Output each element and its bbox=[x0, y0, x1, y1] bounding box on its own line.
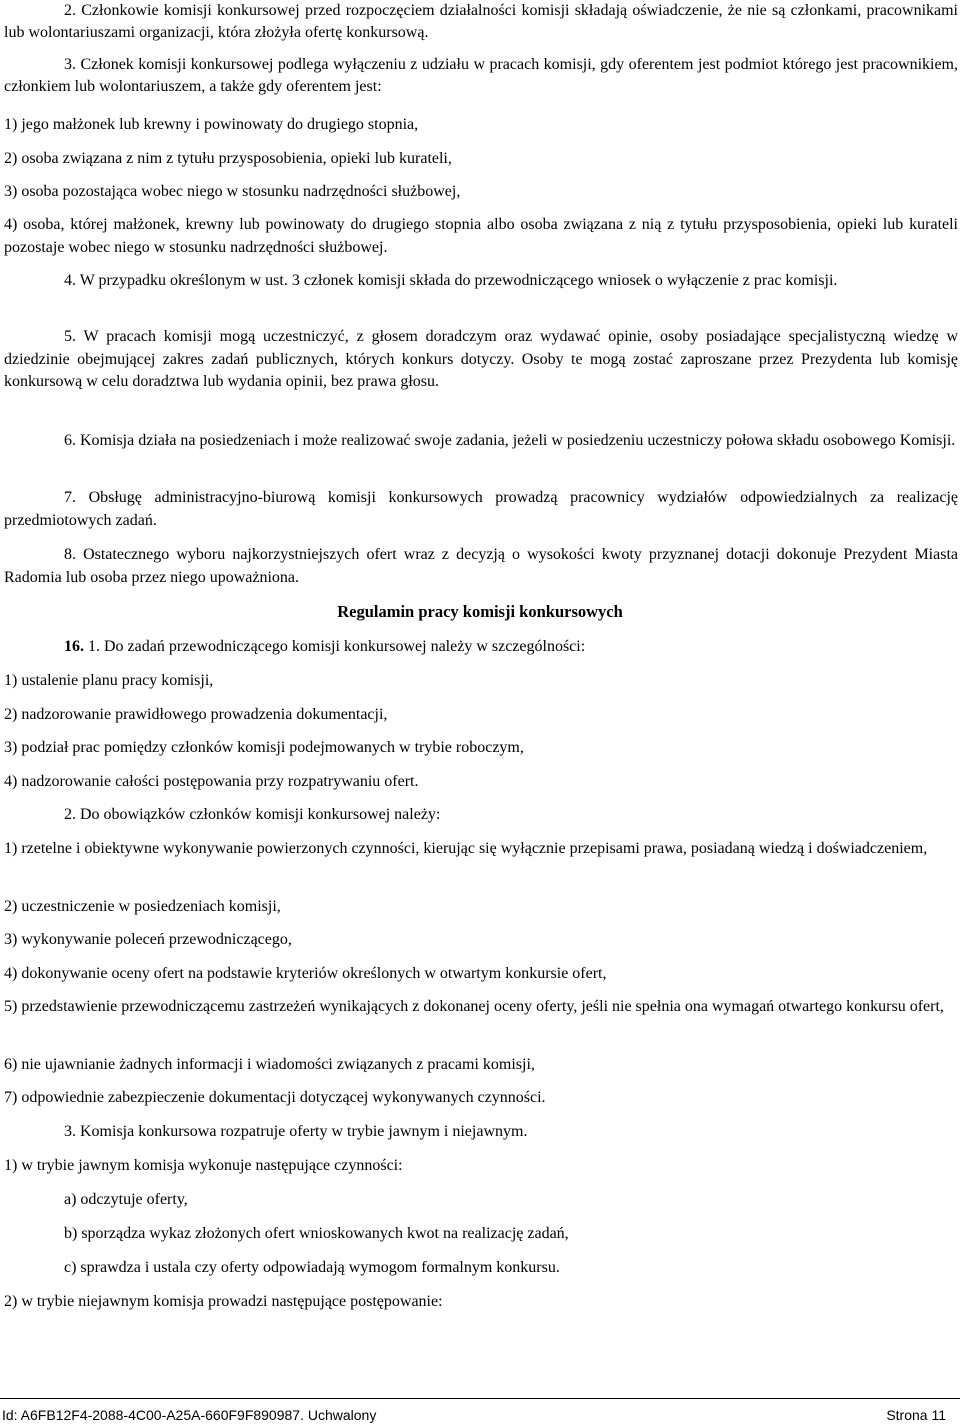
paragraph-6: 6. Komisja działa na posiedzeniach i może realizować swoje zadania, jeżeli w posiedzeniu uczestniczy połowa składu osobowego Komisji. bbox=[64, 432, 956, 449]
paragraph-4: 4. W przypadku określonym w ust. 3 członek komisji składa do przewodniczącego wniosek o wyłączenie z prac komisji. bbox=[64, 272, 838, 289]
list-item: 2) nadzorowanie prawidłowego prowadzenia dokumentacji, bbox=[4, 706, 388, 723]
list-item: 3) podział prac pomiędzy członków komisji podejmowanych w trybie roboczym, bbox=[4, 739, 524, 756]
members-intro: 2. Do obowiązków członków komisji konkursowej należy: bbox=[64, 806, 441, 823]
list-item: 1) ustalenie planu pracy komisji, bbox=[4, 672, 214, 689]
list-item: 1) rzetelne i obiektywne wykonywanie powierzonych czynności, kierując się wyłącznie przepisami prawa, posiadaną wiedzą i doświadczeniem, bbox=[4, 840, 928, 857]
list-item: b) sporządza wykaz złożonych ofert wnioskowanych kwot na realizację zadań, bbox=[64, 1225, 569, 1242]
list-item: 5) przedstawienie przewodniczącemu zastrzeżeń wynikających z dokonanej oceny oferty, jeśli nie spełnia ona wymagań otwartego konkursu ofert, bbox=[4, 998, 944, 1015]
list-item: 2) osoba związana z nim z tytułu przysposobienia, opieki lub kurateli, bbox=[4, 150, 452, 167]
list-item: 7) odpowiednie zabezpieczenie dokumentacji dotyczącej wykonywanych czynności. bbox=[4, 1089, 546, 1106]
section-number: 16. bbox=[64, 638, 84, 655]
list-item: 4) osoba, której małżonek, krewny lub powinowaty do drugiego stopnia albo osoba związana z nią z tytułu przysposobienia, opieki lub kurateli pozostaje wobec niego w stosunku nadrzędności służbowej. bbox=[4, 216, 958, 256]
footer-divider bbox=[0, 1398, 960, 1399]
list-item: 2) uczestniczenie w posiedzeniach komisji, bbox=[4, 898, 281, 915]
list-item: 1) jego małżonek lub krewny i powinowaty do drugiego stopnia, bbox=[4, 116, 419, 133]
closed-mode-intro: 2) w trybie niejawnym komisja prowadzi następujące postępowanie: bbox=[4, 1293, 443, 1310]
list-item: 4) dokonywanie oceny ofert na podstawie kryteriów określonych w otwartym konkursie ofert, bbox=[4, 965, 607, 982]
list-item: c) sprawdza i ustala czy oferty odpowiadają wymogom formalnym konkursu. bbox=[64, 1259, 560, 1276]
paragraph-2: 2. Członkowie komisji konkursowej przed rozpoczęciem działalności komisji składają oświadczenie, że nie są członkami, pracownikami lub wolontariuszami organizacji, która złożyła ofertę konkursową. bbox=[4, 2, 958, 41]
page-number: Strona 11 bbox=[886, 1407, 946, 1423]
paragraph-5: 5. W pracach komisji mogą uczestniczyć, z głosem doradczym oraz wydawać opinie, osoby posiadające specjalistyczną wiedzę w dziedzinie obejmującej zakres zadań publicznych, których konkurs dotyczy. Osoby te mogą zostać zaproszane przez Prezydenta lub komisję konkursową w celu doradztwa lub wydania opinii, bez prawa głosu. bbox=[4, 328, 958, 391]
section-16-intro bbox=[64, 636, 960, 659]
list-item: 6) nie ujawnianie żadnych informacji i wiadomości związanych z pracami komisji, bbox=[4, 1056, 535, 1073]
list-item: 3) wykonywanie poleceń przewodniczącego, bbox=[4, 931, 292, 948]
section-16-intro-text: 1. Do zadań przewodniczącego komisji konkursowej należy w szczególności: bbox=[88, 638, 586, 655]
list-item: 4) nadzorowanie całości postępowania przy rozpatrywaniu ofert. bbox=[4, 773, 419, 790]
paragraph-8: 8. Ostatecznego wyboru najkorzystniejszych ofert wraz z decyzją o wysokości kwoty przyznanej dotacji dokonuje Prezydent Miasta Radomia lub osoba przez niego upoważniona. bbox=[4, 546, 958, 586]
list-item: 3) osoba pozostająca wobec niego w stosunku nadrzędności służbowej, bbox=[4, 183, 461, 200]
mode-intro: 3. Komisja konkursowa rozpatruje oferty w trybie jawnym i niejawnym. bbox=[64, 1123, 528, 1140]
section-heading: Regulamin pracy komisji konkursowych bbox=[337, 602, 623, 621]
paragraph-3: 3. Członek komisji konkursowej podlega wyłączeniu z udziału w pracach komisji, gdy oferentem jest podmiot którego jest pracownikiem, członkiem lub wolontariuszem, a także gdy oferentem jest: bbox=[4, 56, 958, 95]
document-id: Id: A6FB12F4-2088-4C00-A25A-660F9F890987. Uchwalony bbox=[2, 1407, 377, 1423]
paragraph-7: 7. Obsługę administracyjno-biurową komisji konkursowych prowadzą pracownicy wydziałów odpowiedzialnych za realizację przedmiotowych zadań. bbox=[4, 489, 958, 529]
open-mode-intro: 1) w trybie jawnym komisja wykonuje następujące czynności: bbox=[4, 1157, 403, 1174]
list-item: a) odczytuje oferty, bbox=[64, 1191, 188, 1208]
